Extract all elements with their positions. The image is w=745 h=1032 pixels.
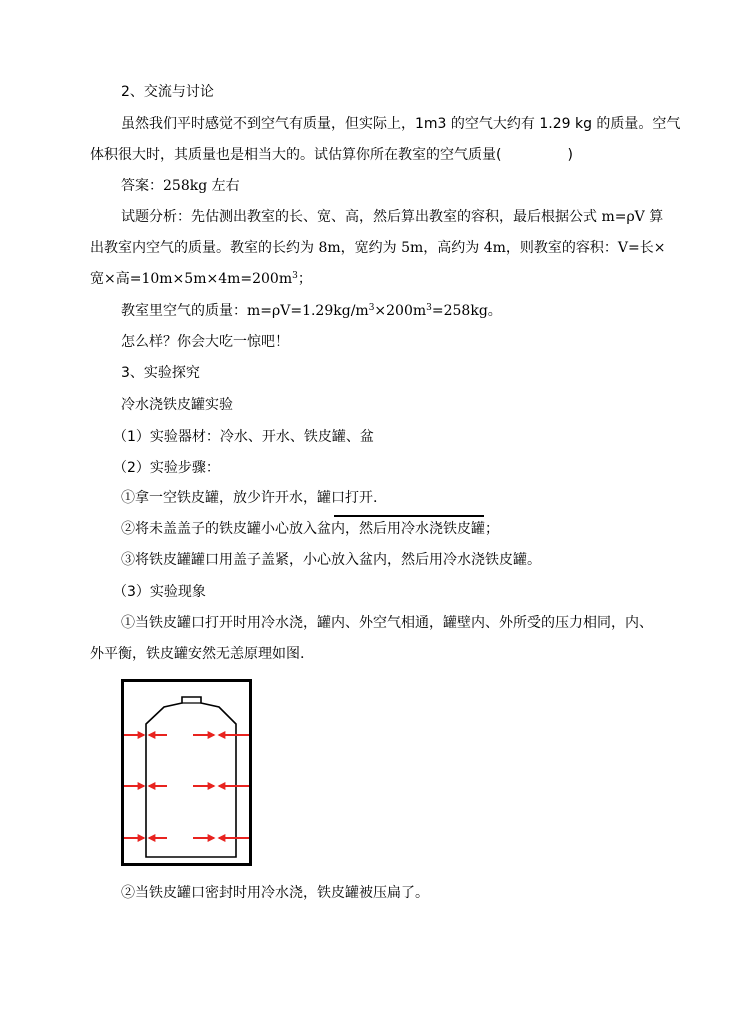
phenomena-heading: （3）实验现象 (113, 584, 206, 600)
phenomenon-1-line1: ①当铁皮罐口打开时用冷水浇，罐内、外空气相通，罐壁内、外所受的压力相同，内、 (121, 615, 653, 631)
analysis-line2: 出教室内空气的质量。教室的长约为 8m，宽约为 5m，高约为 4m，则教室的容积：V=长× (90, 240, 666, 256)
can-diagram-svg (121, 679, 252, 866)
section2-heading: 2、交流与讨论 (121, 84, 214, 100)
section3-heading: 3、实验探究 (121, 365, 200, 381)
mass-formula-c: =258kg。 (431, 303, 502, 319)
step-1: ①拿一空铁皮罐，放少许开水，罐口打开. (121, 490, 378, 506)
volume-end: ； (297, 271, 312, 287)
para1-line1: 虽然我们平时感觉不到空气有质量，但实际上，1m3 的空气大约有 1.29 kg 的质量。空气 (121, 116, 681, 132)
materials-line: （1）实验器材：冷水、开水、铁皮罐、盆 (113, 429, 374, 445)
volume-formula: 宽×高=10m×5m×4m=200m (90, 271, 293, 287)
answer-line: 答案：258kg 左右 (121, 178, 240, 194)
mass-line (121, 302, 502, 320)
mass-formula-b: ×200m (374, 303, 427, 319)
mass-formula-a: 教室里空气的质量：m=ρV=1.29kg/m (121, 303, 369, 319)
experiment-title: 冷水浇铁皮罐实验 (121, 397, 233, 413)
steps-heading: （2）实验步骤： (113, 460, 220, 476)
surprise-line: 怎么样？你会大吃一惊吧！ (121, 334, 289, 350)
analysis-line1: 试题分析：先估测出教室的长、宽、高，然后算出教室的容积，最后根据公式 m=ρV 算 (121, 209, 664, 225)
density-exponent: 3 (368, 303, 375, 313)
overline-mark (334, 515, 484, 517)
volume-exponent-2: 3 (426, 303, 432, 313)
can-pressure-figure (121, 679, 252, 866)
step-2: ②将未盖盖子的铁皮罐小心放入盆内，然后用冷水浇铁皮罐； (121, 521, 499, 537)
analysis-line3 (90, 270, 312, 288)
para1-line2-text: 体积很大时，其质量也是相当大的。试估算你所在教室的空气质量( (90, 147, 502, 163)
figure-frame (123, 681, 251, 865)
step-3: ③将铁皮罐罐口用盖子盖紧，小心放入盆内，然后用冷水浇铁皮罐。 (121, 552, 541, 568)
para1-line2 (90, 146, 573, 164)
volume-exponent: 3 (292, 271, 298, 281)
phenomenon-2: ②当铁皮罐口密封时用冷水浇，铁皮罐被压扁了。 (121, 885, 429, 901)
phenomenon-1-line2: 外平衡，铁皮罐安然无恙原理如图. (90, 646, 305, 662)
blank-close-paren: ) (567, 147, 573, 163)
